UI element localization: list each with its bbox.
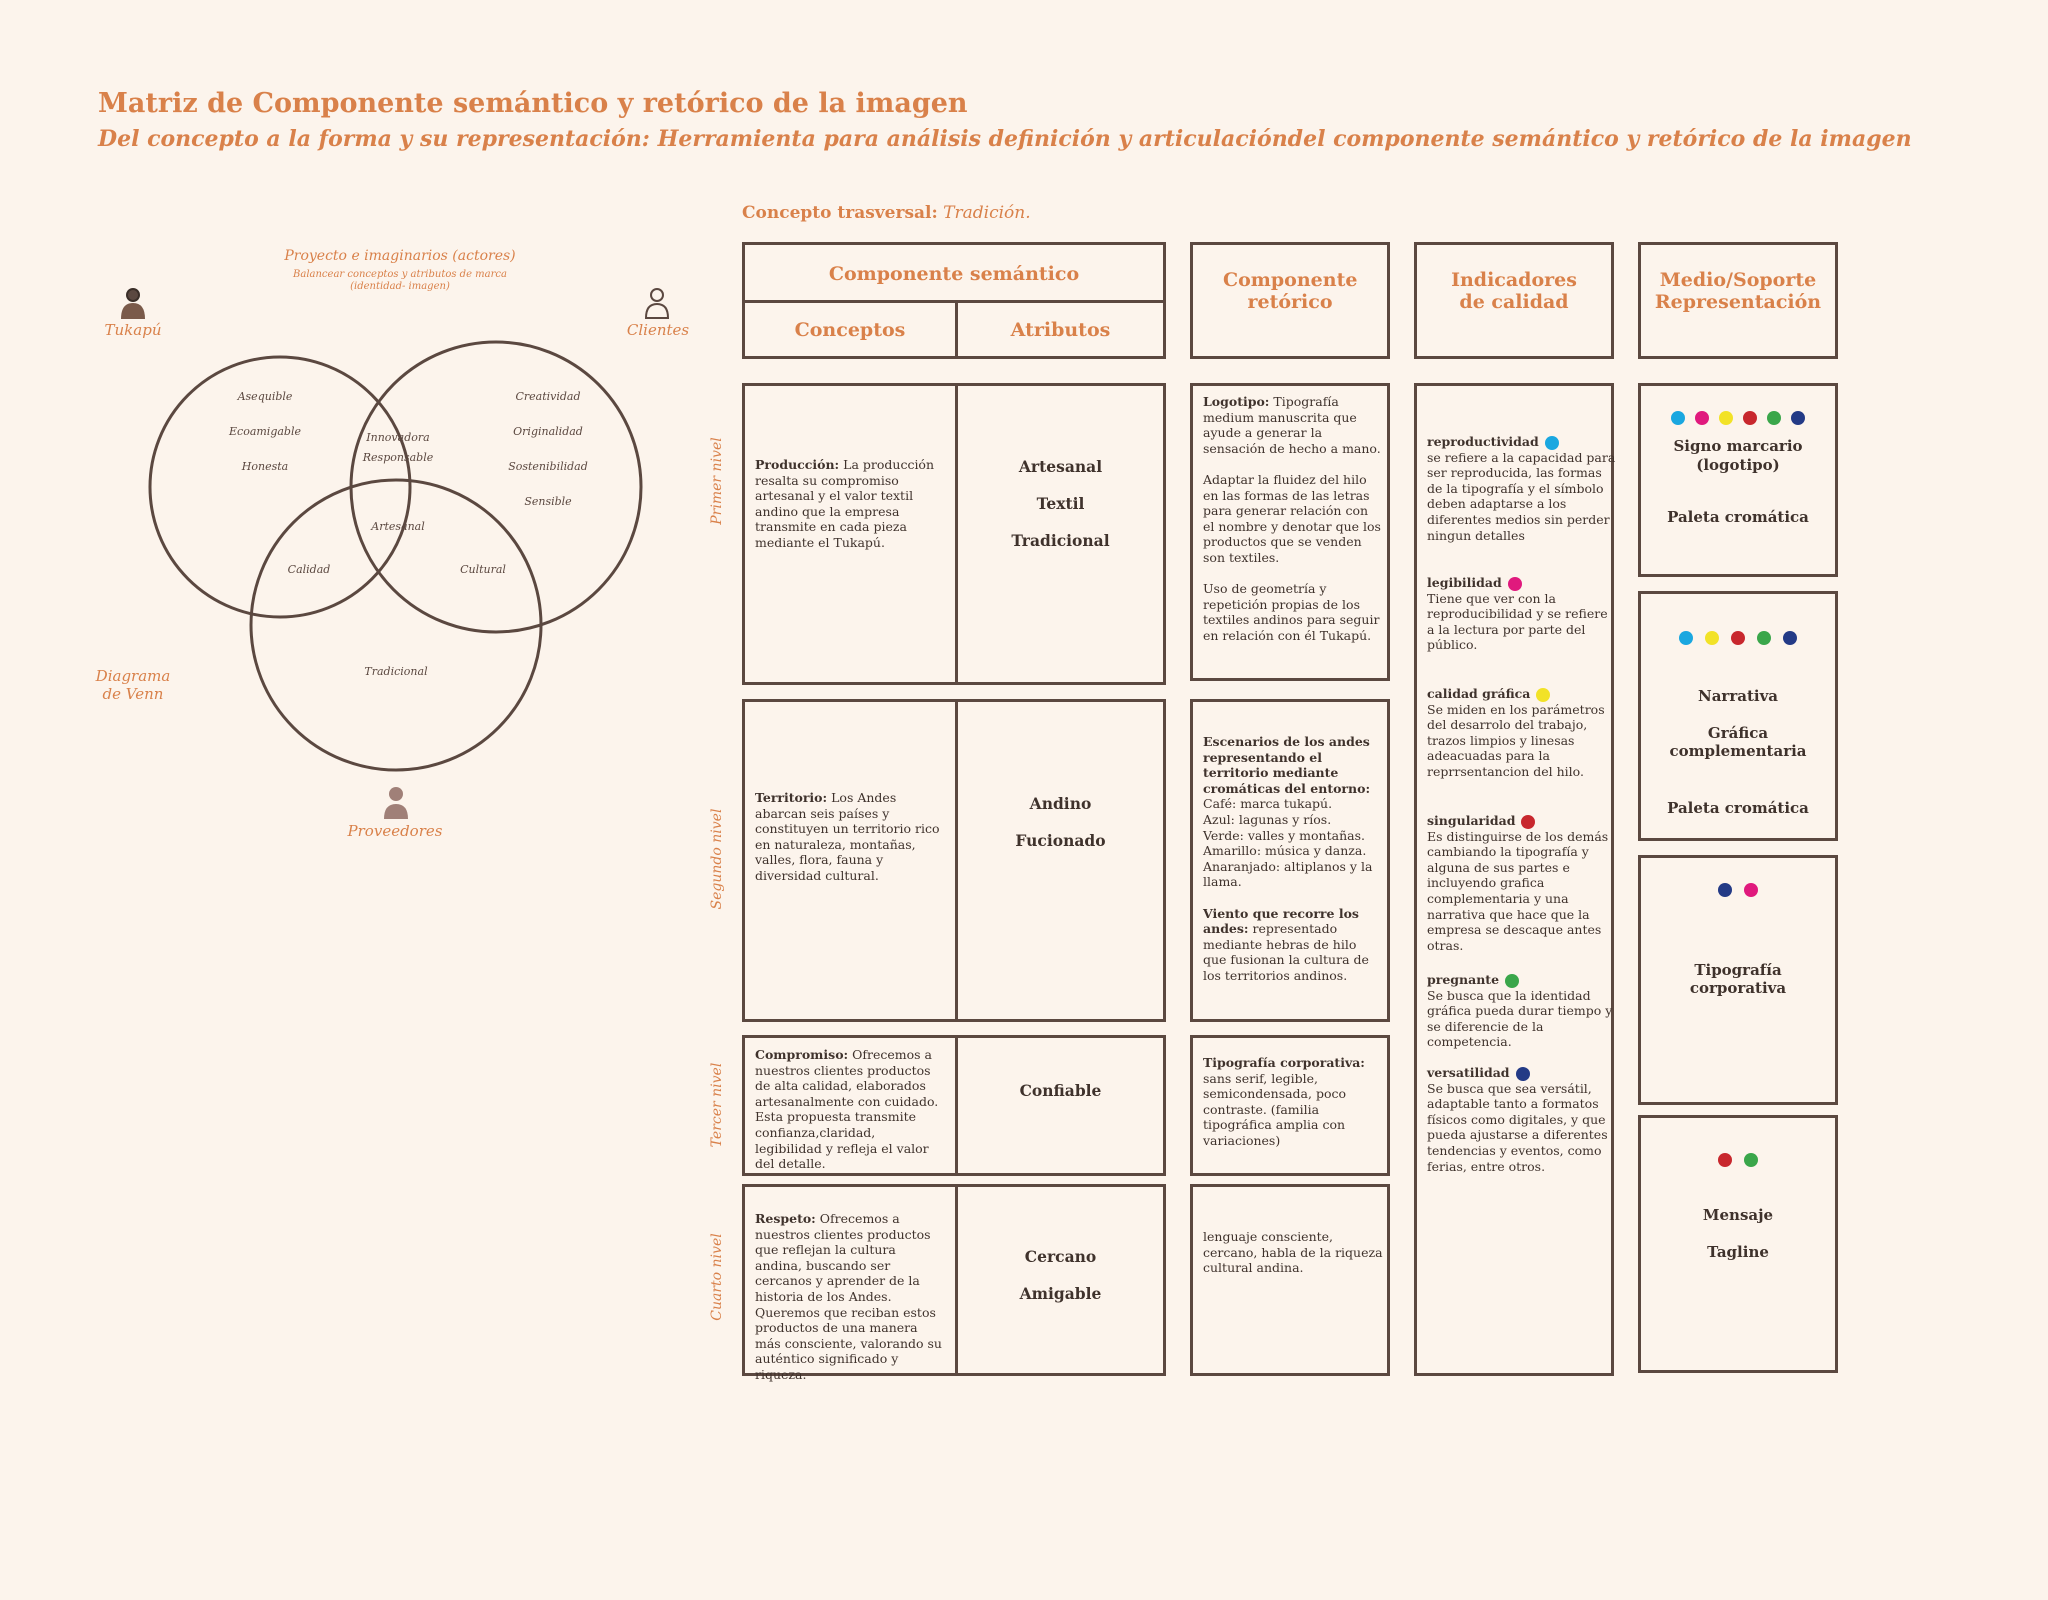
rhetoric-header-title: Componente retórico: [1223, 269, 1358, 313]
rhetoric-title: Tipografía corporativa:: [1203, 1055, 1365, 1070]
rhetoric-title: Escenarios de los andes representando el territorio mediante cromáticas del entorno:: [1203, 734, 1371, 796]
quality-name: singularidad: [1427, 813, 1516, 828]
semantic-header-title: Componente semántico: [828, 263, 1080, 285]
medium-text: complementaria: [1669, 742, 1807, 760]
venn-item: Responsable: [362, 451, 434, 464]
medium-row-3: [1638, 855, 1838, 1105]
color-dot: [1679, 631, 1693, 645]
medium-text: Tagline: [1707, 1243, 1769, 1261]
divider: [745, 300, 1163, 303]
person-icon-proveedores: [384, 787, 408, 819]
attribute: Textil: [1036, 494, 1085, 513]
color-dot: [1545, 436, 1559, 450]
medium-text: Paleta cromática: [1667, 508, 1809, 526]
venn-item: Calidad: [287, 563, 331, 576]
quality-indicator: [1427, 972, 1617, 1050]
rhetoric-line: Anaranjado: altiplanos y la llama.: [1203, 858, 1373, 890]
color-dot: [1744, 883, 1758, 897]
venn-item: Artesanal: [371, 520, 425, 533]
venn-item: Asequible: [237, 390, 293, 403]
quality-name: reproductividad: [1427, 434, 1539, 449]
rhetoric-line: Verde: valles y montañas.: [1203, 827, 1365, 843]
quality-name: legibilidad: [1427, 575, 1502, 590]
quality-name: pregnante: [1427, 972, 1500, 987]
color-dot: [1521, 815, 1535, 829]
quality-text: Se busca que la identidad gráfica pueda durar tiempo y se diferencie de la competencia.: [1427, 987, 1613, 1050]
venn-top-title: Proyecto e imaginarios (actores): [284, 248, 516, 264]
semantic-row-4: [742, 1184, 1166, 1382]
rhetoric-text: [1203, 1055, 1383, 1149]
quality-text: Se miden en los parámetros del desarrolo del trabajo, trazos limpios y linesas adeacuadas para la reprrsentancion del hilo.: [1427, 701, 1605, 779]
concept-text: [755, 1047, 945, 1172]
color-dot: [1516, 1067, 1530, 1081]
venn-item: Cultural: [460, 563, 506, 576]
quality-text: Tiene que ver con la reproducibilidad y se refiere a la lectura por parte del público.: [1427, 590, 1608, 653]
concept-value: Tradición.: [943, 203, 1031, 223]
color-dot: [1705, 631, 1719, 645]
medium-text: Signo marcario: [1673, 437, 1803, 455]
diagram-label-2: de Venn: [102, 685, 164, 703]
attribute: Fucionado: [1015, 831, 1106, 850]
color-dot: [1718, 1153, 1732, 1167]
rhetoric-text: lenguaje consciente, cercano, habla de la riqueza cultural andina.: [1203, 1229, 1383, 1276]
color-dot: [1505, 974, 1519, 988]
semantic-row-1: [742, 383, 1166, 685]
medium-text: Tipografía: [1694, 961, 1782, 979]
rhetoric-row-4: [1190, 1184, 1390, 1376]
attributes-header: Atributos: [1010, 319, 1111, 341]
medium-header-title: Medio/Soporte Representación: [1654, 269, 1822, 313]
level-label: Primer nivel: [709, 437, 725, 525]
concept-title: Compromiso:: [755, 1047, 849, 1062]
color-dot: [1744, 1153, 1758, 1167]
attribute: Cercano: [1024, 1247, 1097, 1266]
rhetoric-row-3: [1190, 1035, 1390, 1176]
quality-indicator: [1427, 686, 1617, 780]
venn-top-sub2: (identidad- imagen): [350, 281, 450, 292]
venn-item: Sensible: [524, 495, 572, 508]
quality-text: Es distinguirse de los demás cambiando la tipografía y alguna de sus partes e incluyendo grafica complementaria y una narrativa que hace que la empresa se descaque antes otras.: [1427, 828, 1609, 953]
quality-header: [1414, 242, 1614, 359]
level-label: Segundo nivel: [709, 808, 725, 910]
venn-item: Honesta: [241, 460, 289, 473]
venn-top-sub1: Balancear conceptos y atributos de marca: [293, 269, 507, 280]
concept-text: [755, 1211, 945, 1383]
rhetoric-line: Café: marca tukapú.: [1203, 796, 1333, 812]
rhetoric-text: [1203, 394, 1383, 644]
attribute: Artesanal: [1018, 457, 1103, 476]
medium-row-1: [1638, 383, 1838, 577]
rhetoric-row-1: [1190, 383, 1390, 681]
rhetoric-body: Uso de geometría y repetición propias de los textiles andinos para seguir en relación con él Tukapú.: [1203, 581, 1380, 643]
concept-label: Concepto trasversal:: [742, 203, 938, 223]
page-subtitle: Del concepto a la forma y su representación: Herramienta para análisis definición y articulacióndel componente semántico y retórico de la imagen: [98, 126, 1912, 152]
color-dot: [1718, 883, 1732, 897]
venn-item: Tradicional: [364, 665, 428, 678]
rhetoric-line: Amarillo: música y danza.: [1203, 843, 1367, 859]
concept-body: Ofrecemos a nuestros clientes productos de alta calidad, elaborados artesanalmente con cuidado. Esta propuesta transmite confianza,claridad, legibilidad y refleja el valor del detalle.: [755, 1047, 939, 1172]
concept-title: Producción:: [755, 457, 840, 472]
actor-clientes: Clientes: [626, 321, 690, 339]
rhetoric-body: Adaptar la fluidez del hilo en las formas de las letras para generar relación con el nombre y denotar que los productos que se venden son textiles.: [1203, 471, 1381, 565]
rhetoric-title: Viento que recorre los andes:: [1203, 905, 1359, 937]
concept-text: [755, 790, 945, 884]
attribute: Andino: [1029, 794, 1092, 813]
medium-header: [1638, 242, 1838, 359]
color-dot: [1767, 411, 1781, 425]
concept-body: Ofrecemos a nuestros clientes productos que reflejan la cultura andina, buscando ser cercanos y aprender de la historia de los Andes. Queremos que reciban estos productos de una manera más consciente, valorando su auténtico significado y riqueza.: [755, 1211, 942, 1382]
quality-box: [1414, 383, 1614, 1376]
level-label: Tercer nivel: [709, 1062, 725, 1148]
attribute-list: [958, 457, 1163, 568]
color-dots: [1641, 1149, 1835, 1168]
transversal-concept: [742, 203, 1031, 223]
venn-item: Originalidad: [513, 425, 583, 438]
rhetoric-body: sans serif, legible, semicondensada, poco contraste. (familia tipográfica amplia con variaciones): [1203, 1070, 1347, 1148]
quality-indicator: [1427, 575, 1617, 653]
semantic-header: [742, 242, 1166, 359]
diagram-label-1: Diagrama: [95, 667, 171, 685]
rhetoric-title: Logotipo:: [1203, 394, 1270, 409]
quality-indicator: [1427, 434, 1617, 543]
venn-item: Creatividad: [515, 390, 581, 403]
concept-text: [755, 457, 945, 551]
medium-text: Narrativa: [1697, 687, 1779, 705]
color-dot: [1731, 631, 1745, 645]
color-dots: [1641, 627, 1835, 646]
color-dots: [1641, 879, 1835, 898]
medium-row-4: [1638, 1115, 1838, 1373]
concept-body: Los Andes abarcan seis países y constituyen un territorio rico en naturaleza, montañas, valles, flora, fauna y diversidad cultural.: [755, 790, 940, 883]
medium-text: Mensaje: [1702, 1206, 1774, 1224]
quality-text: Se busca que sea versátil, adaptable tanto a formatos físicos como digitales, y que pueda ajustarse a diferentes tendencias y eventos, como ferias, entre otros.: [1427, 1080, 1608, 1174]
concepts-header: Conceptos: [794, 319, 906, 341]
attribute-list: [958, 794, 1163, 868]
medium-text: (logotipo): [1696, 456, 1780, 474]
attribute: Confiable: [1019, 1081, 1102, 1100]
page-title: Matriz de Componente semántico y retórico de la imagen: [98, 88, 968, 119]
color-dot: [1757, 631, 1771, 645]
rhetoric-body: Tipografía medium manuscrita que ayude a generar la sensación de hecho a mano.: [1203, 394, 1381, 456]
semantic-row-3: [742, 1035, 1166, 1176]
color-dot: [1671, 411, 1685, 425]
venn-item: Sostenibilidad: [508, 460, 588, 473]
venn-item: Ecoamigable: [229, 425, 301, 438]
rhetoric-body: representado mediante hebras de hilo que fusionan la cultura de los territorios andinos.: [1203, 921, 1369, 983]
color-dots: [1641, 407, 1835, 426]
quality-header-title: Indicadores de calidad: [1451, 269, 1577, 313]
color-dot: [1695, 411, 1709, 425]
rhetoric-line: Azul: lagunas y ríos.: [1203, 811, 1332, 827]
venn-item: Innovadora: [366, 431, 430, 444]
medium-text: Gráfica: [1707, 724, 1769, 742]
color-dot: [1783, 631, 1797, 645]
color-dot: [1508, 577, 1522, 591]
semantic-row-2: [742, 699, 1166, 1022]
rhetoric-text: [1203, 734, 1383, 984]
medium-text: Paleta cromática: [1667, 799, 1809, 817]
rhetoric-header: [1190, 242, 1390, 359]
rhetoric-row-2: [1190, 699, 1390, 1022]
actor-proveedores: Proveedores: [347, 822, 443, 840]
concept-title: Respeto:: [755, 1211, 816, 1226]
color-dot: [1791, 411, 1805, 425]
medium-row-2: [1638, 591, 1838, 841]
venn-circle-clientes: [351, 342, 641, 632]
color-dot: [1536, 688, 1550, 702]
medium-text: corporativa: [1689, 979, 1787, 997]
concept-body: La producción resalta su compromiso artesanal y el valor textil andino que la empresa transmite en cada pieza mediante el Tukapú.: [755, 457, 935, 550]
quality-name: calidad gráfica: [1427, 686, 1531, 701]
level-label: Cuarto nivel: [709, 1233, 725, 1321]
attribute-list: [958, 1081, 1163, 1118]
person-icon-tukapu: [121, 289, 145, 319]
attribute: Tradicional: [1011, 531, 1110, 550]
quality-text: se refiere a la capacidad para ser reproducida, las formas de la tipografía y el símbolo deben adaptarse a los diferentes medios sin perder ningun detalles: [1427, 449, 1616, 543]
quality-indicator: [1427, 813, 1617, 953]
quality-indicator: [1427, 1065, 1617, 1174]
actor-tukapu: Tukapú: [104, 321, 162, 339]
concept-title: Territorio:: [755, 790, 828, 805]
attribute-list: [958, 1247, 1163, 1321]
venn-diagram: [0, 0, 700, 880]
color-dot: [1743, 411, 1757, 425]
attribute: Amigable: [1019, 1284, 1102, 1303]
quality-name: versatilidad: [1427, 1065, 1510, 1080]
color-dot: [1719, 411, 1733, 425]
person-icon-clientes: [646, 289, 668, 318]
